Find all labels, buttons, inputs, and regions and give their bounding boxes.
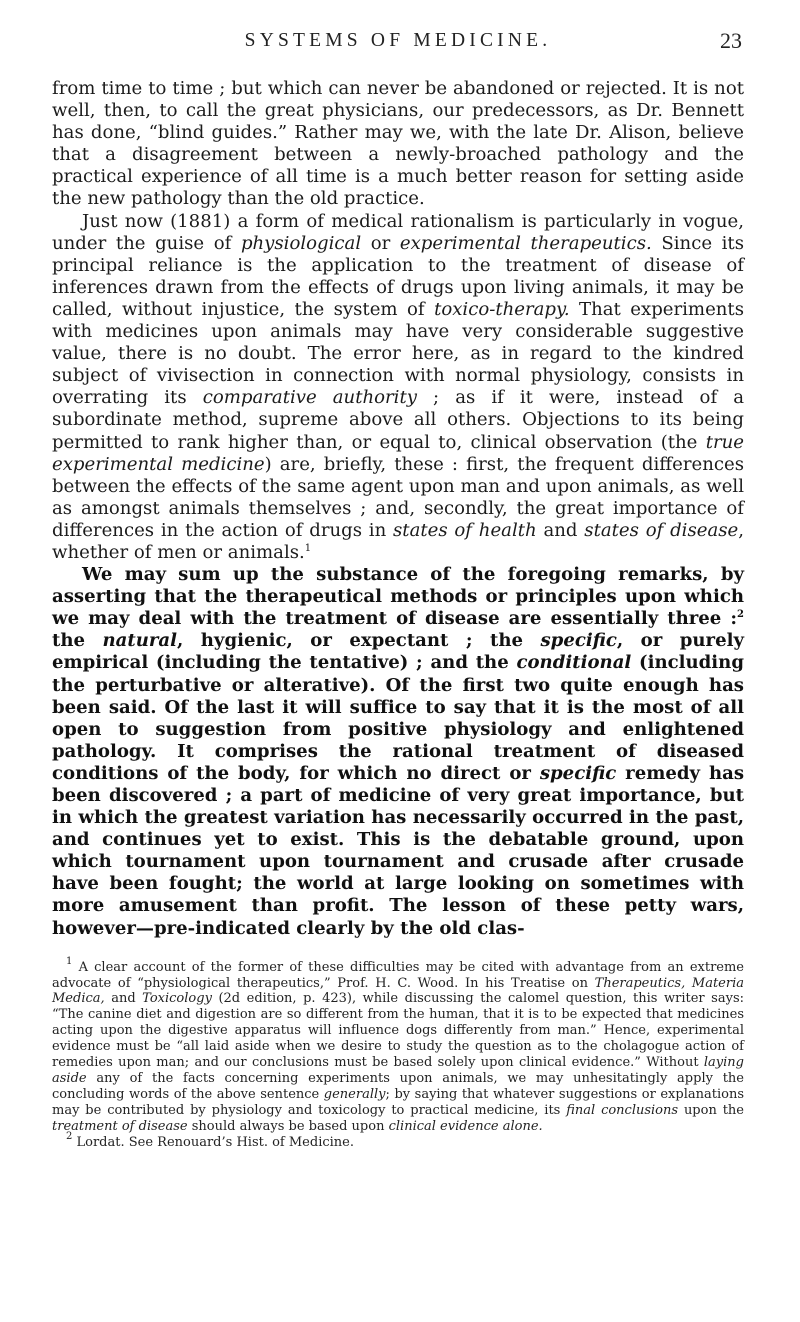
text-run: ; as if it were, instead of a subordinate method, supreme above all others. Objections to its being permitted to rank higher than, or equal to, clinical observation (the: [52, 387, 744, 453]
text-run: Lordat. See Renouard’s Hist. of Medicine.: [72, 1134, 354, 1150]
running-title: SYSTEMS OF MEDICINE.: [244, 30, 552, 51]
footnote-2: [52, 1130, 744, 1151]
footnote-ref-2: 2: [737, 609, 744, 621]
text-run: ; by saying that whatever suggestions or explanations may be contributed by physiology and toxicology to practical medicine, its: [52, 1086, 744, 1118]
footnote-mark: 2: [66, 1130, 73, 1142]
emphasis: states of disease: [584, 519, 739, 541]
paragraph-continued: [52, 78, 744, 211]
text-run: Since its principal reliance is the application to the treatment of disease of inferences drawn from the effects of drugs upon living animals, it may be called, without injustice, the system of: [52, 232, 744, 320]
emphasis: natural: [102, 630, 178, 652]
text-run: from time to time ; but which can never be abandoned or rejected. It is not well, then, to call the great physicians, our predecessors, as Dr. Bennett has done, “blind guides.” Rather may we, with the late Dr. Alison, believe that a disagreement between a newly-broached pathology and the practical experience of all time is a much better reason for setting aside the new pathology than the old practice.: [52, 78, 744, 210]
emphasis: comparative authority: [202, 387, 417, 409]
text-run: A clear account of the former of these difficulties may be cited with advantage from an extreme advocate of “physiological therapeutics,” Prof. H. C. Wood. In his Treatise on: [52, 959, 744, 991]
body-text: [52, 78, 744, 940]
footnote-1: [52, 955, 744, 1135]
text-run: and: [536, 519, 585, 541]
text-run: upon the: [678, 1102, 744, 1118]
emphasis: clinical evidence alone.: [388, 1118, 543, 1134]
text-run: , whether of men or animals.: [52, 519, 744, 563]
text-run: should always be based upon: [187, 1118, 389, 1134]
text-run: any of the facts concerning experiments upon animals, we may unhesitatingly apply the concluding words of the above sentence: [52, 1071, 744, 1102]
emphasis: final conclusions: [566, 1102, 679, 1118]
emphasis: treatment of disease: [52, 1118, 188, 1134]
emphasis: Toxicology: [142, 991, 212, 1007]
text-run: (including the perturbative or alterative). Of the first two quite enough has been said. Of the last it will suffice to say that it is the most of all open to suggestion from positive physiology and enlightened pathology. It comprises the rational treatment of diseased conditions of the body, for which no direct or: [52, 652, 744, 784]
emphasis: laying aside: [52, 1055, 744, 1086]
emphasis: experimental therapeutics.: [399, 232, 652, 254]
text-run: and: [104, 991, 143, 1007]
emphasis: states of health: [393, 519, 537, 541]
text-run: (2d edition, p. 423), while discussing the calomel question, this writer says: “The canine diet and digestion are so different from the human, that it is to be expected that medicines acting upon the digestive apparatus will influence dogs differently from man.” Hence, experimental evidence must be “all laid aside when we desire to study the question as to the cholagogue action of remedies upon man; and our conclusions must be based solely upon clinical evidence.” Without: [52, 991, 744, 1071]
emphasis: Therapeutics, Materia Medica,: [52, 975, 744, 1007]
text-run: remedy has been discovered ; a part of medicine of very great importance, but in which the greatest variation has necessarily occurred in the past, and continues yet to exist. This is the debatable ground, upon which tournament upon tournament and crusade after crusade have been fought; the world at large looking on sometimes with more amusement than profit. The lesson of these petty wars, however—pre-indicated clearly by the old clas-: [52, 762, 745, 939]
footnote-ref-1: 1: [304, 542, 312, 554]
emphasis: specific: [540, 630, 617, 652]
running-head: [52, 0, 744, 58]
book-page: [52, 0, 744, 1151]
text-run: ) are, briefly, these : first, the frequent differences between the effects of the same agent upon man and upon animals, as well as amongst animals themselves ; and, secondly, the great importance of differences in the action of drugs in: [52, 453, 744, 541]
emphasis: toxico-therapy.: [434, 298, 570, 320]
emphasis: true experimental medicine: [52, 431, 744, 475]
text-run: Just now (1881) a form of medical rationalism is particularly in vogue, under the guise of: [52, 210, 744, 254]
emphasis: physiological: [240, 232, 362, 254]
footnote-mark: 1: [66, 955, 73, 967]
text-run: or: [361, 232, 400, 254]
emphasis: specific: [539, 762, 617, 784]
text-run: We may sum up the substance of the foregoing remarks, by asserting that the therapeutical methods or principles upon which we may deal with the treatment of disease are essentially three :: [52, 564, 744, 630]
emphasis: generally: [323, 1086, 386, 1102]
page-number: 23: [720, 28, 742, 53]
paragraph-summary: [52, 564, 744, 940]
text-run: That experiments with medicines upon animals may have very considerable suggestive value, there is no doubt. The error here, as in regard to the kindred subject of vivisection in connection with normal physiology, consists in overrating its: [52, 298, 744, 409]
text-run: the: [52, 630, 103, 652]
text-run: , hygienic, or expectant ; the: [177, 630, 541, 652]
footnotes: [52, 955, 744, 1151]
text-run: , or purely empirical (including the tentative) ; and the: [52, 630, 744, 674]
paragraph-medical-rationalism: [52, 211, 744, 565]
emphasis: conditional: [516, 652, 632, 674]
